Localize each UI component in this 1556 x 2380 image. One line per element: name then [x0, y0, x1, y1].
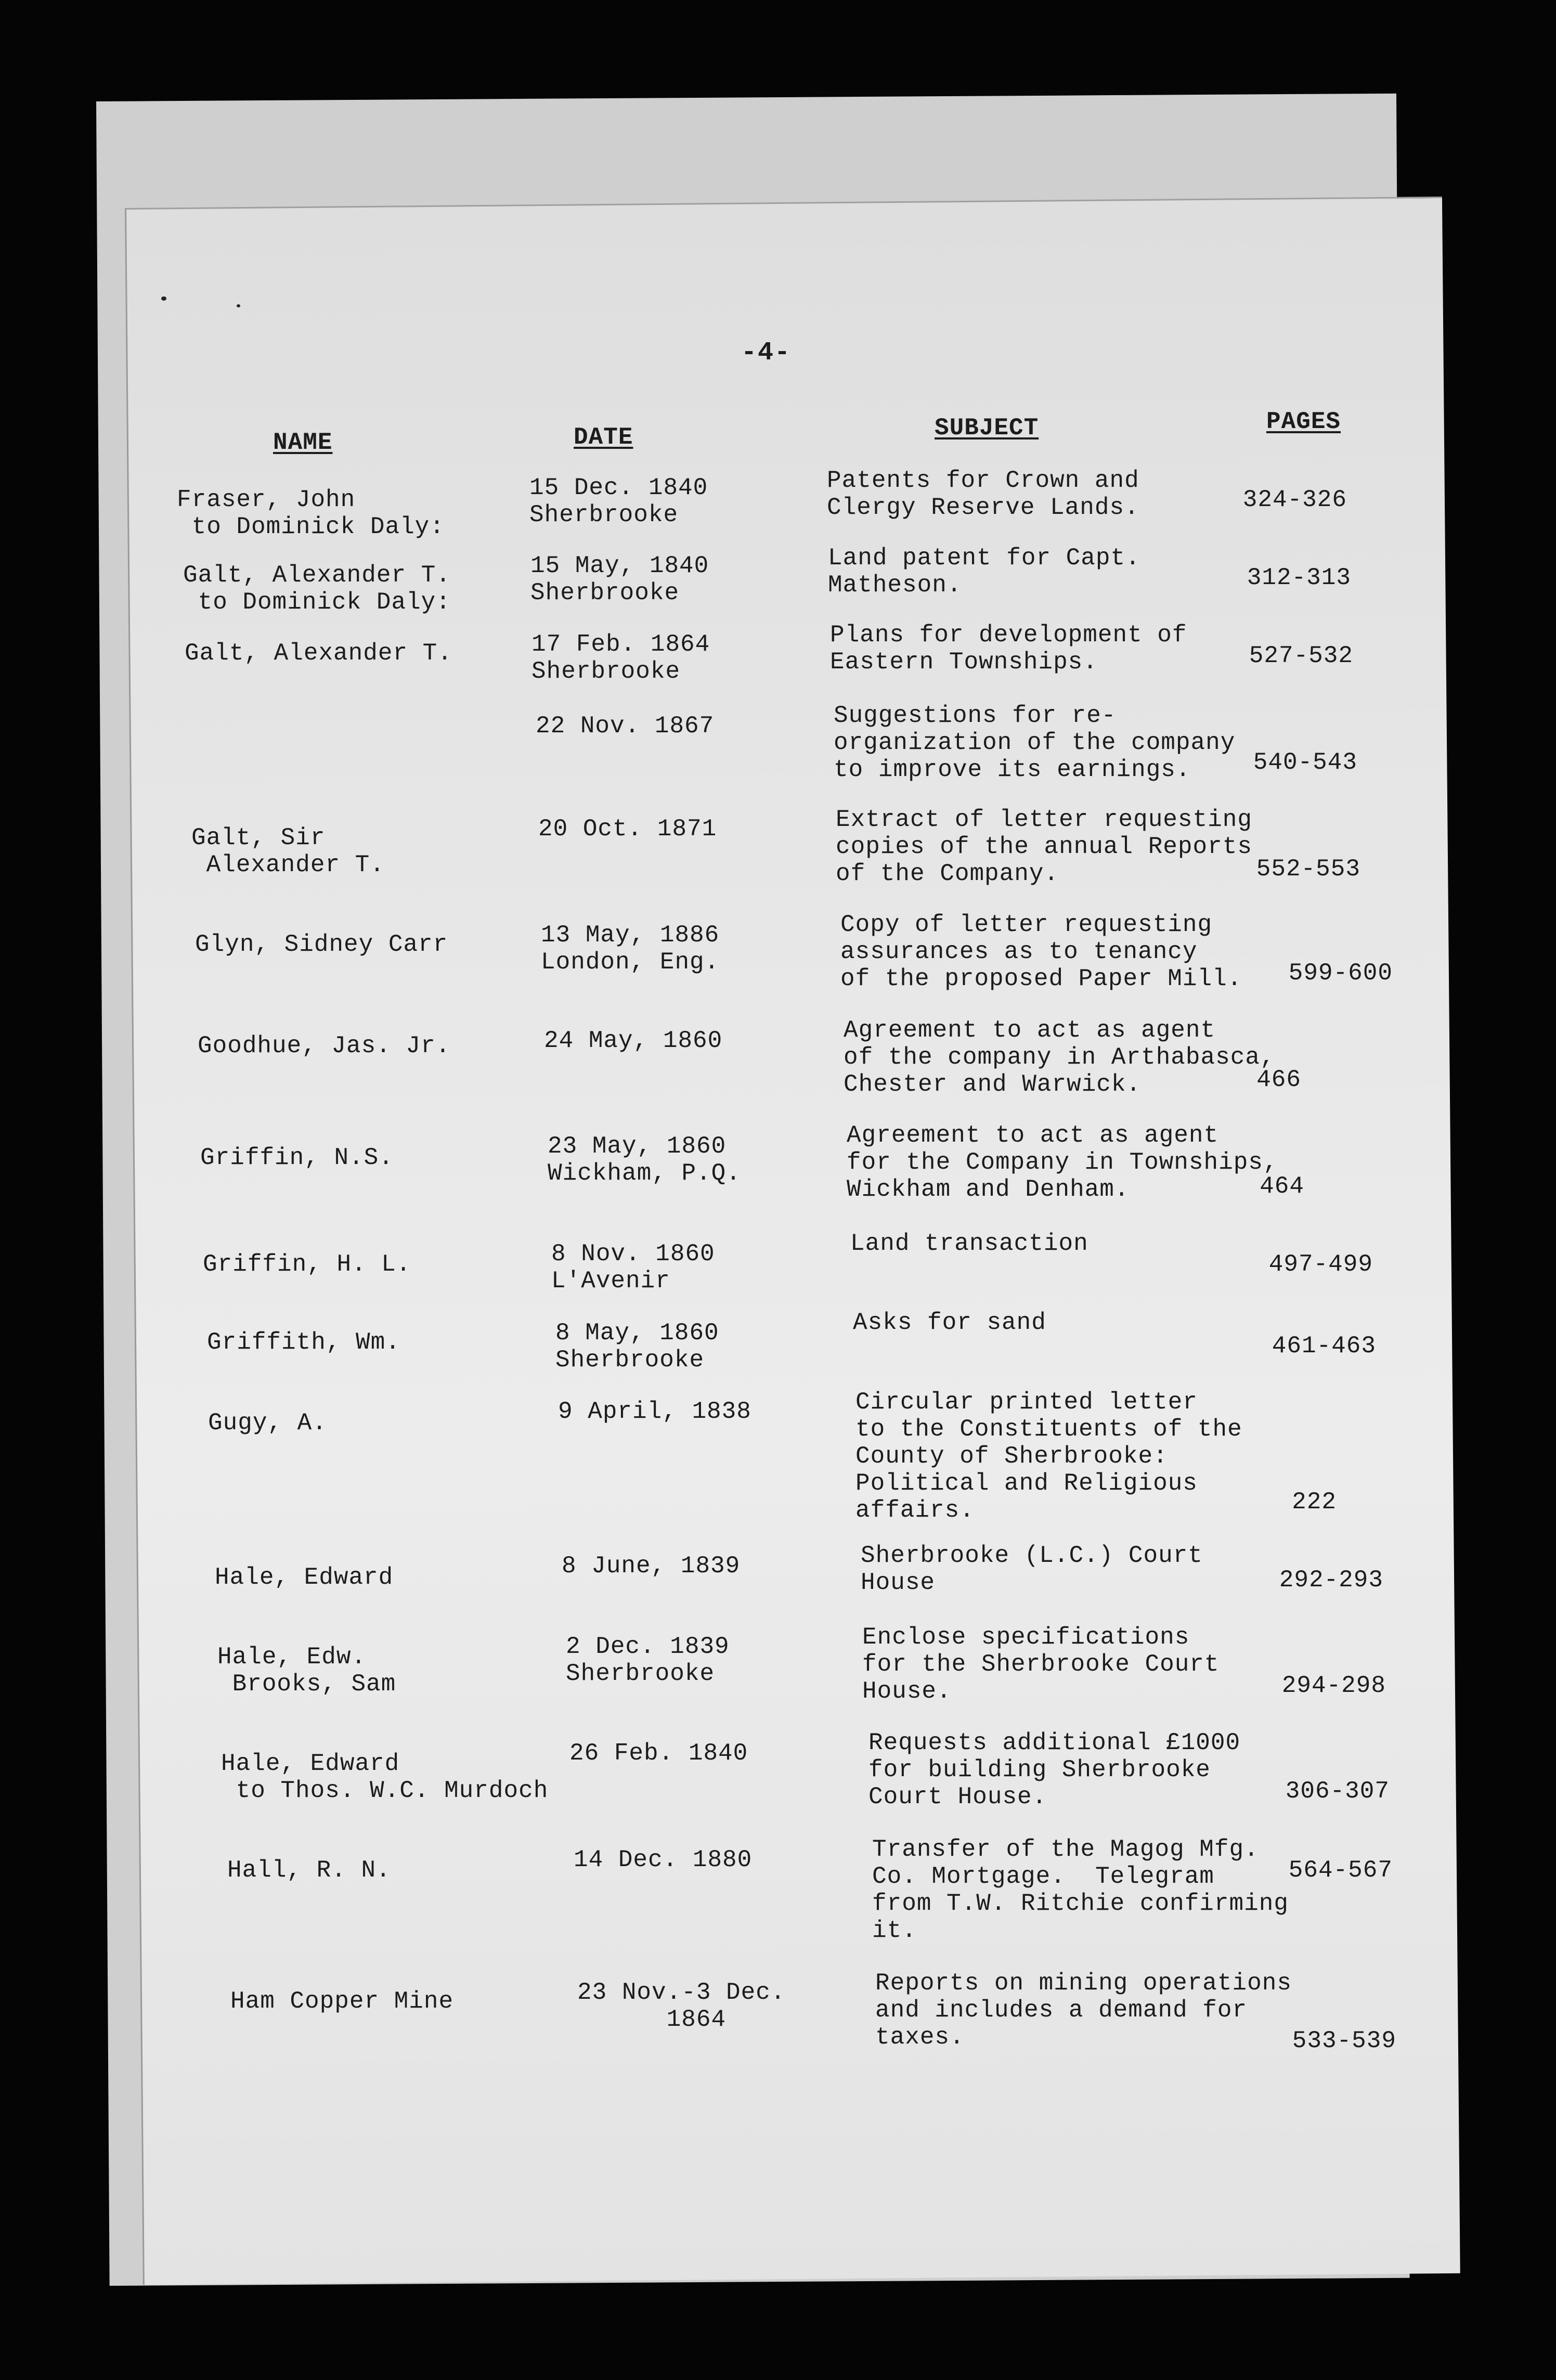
- entry-subject: Land transaction: [850, 1230, 1088, 1257]
- entry-subject: Suggestions for re- organization of the company to improve its earnings.: [834, 702, 1236, 783]
- entry-name: Galt, Alexander T.: [185, 640, 452, 667]
- entry-name: Ham Copper Mine: [230, 1988, 454, 2015]
- entry-date: 9 April, 1838: [558, 1398, 751, 1425]
- entry-name: Goodhue, Jas. Jr.: [198, 1032, 451, 1059]
- entry-subject: Enclose specifications for the Sherbrooke Court House.: [862, 1624, 1220, 1705]
- entry-pages: 464: [1260, 1173, 1304, 1200]
- entry-name: Griffin, N.S.: [200, 1144, 394, 1171]
- entry-pages: 292-293: [1279, 1567, 1383, 1594]
- entry-name: Galt, Sir Alexander T.: [191, 824, 385, 878]
- entry-subject: Plans for development of Eastern Townships.: [830, 622, 1187, 676]
- entry-subject: Agreement to act as agent of the company in Arthabasca, Chester and Warwick.: [844, 1017, 1275, 1098]
- entry-subject: Reports on mining operations and includes a demand for taxes.: [875, 1970, 1292, 2051]
- entry-date: 14 Dec. 1880: [574, 1846, 753, 1873]
- entry-date: 8 May, 1860 Sherbrooke: [555, 1320, 719, 1374]
- entry-date: 8 June, 1839: [562, 1553, 741, 1580]
- entry-subject: Land patent for Capt. Matheson.: [828, 545, 1140, 599]
- entry-date: 20 Oct. 1871: [538, 816, 717, 843]
- header-name: NAME: [273, 429, 333, 456]
- entry-name: Hale, Edward: [215, 1564, 394, 1591]
- entry-date: 15 May, 1840 Sherbrooke: [530, 552, 709, 606]
- entry-pages: 533-539: [1292, 2027, 1396, 2054]
- entry-pages: 324-326: [1242, 486, 1347, 513]
- entry-subject: Copy of letter requesting assurances as to tenancy of the proposed Paper Mill.: [840, 911, 1242, 992]
- entry-date: 26 Feb. 1840: [569, 1740, 748, 1767]
- entry-pages: 222: [1292, 1489, 1337, 1516]
- entry-date: 15 Dec. 1840 Sherbrooke: [529, 474, 708, 528]
- entry-date: 2 Dec. 1839 Sherbrooke: [566, 1633, 730, 1687]
- entry-date: 8 Nov. 1860 L'Avenir: [551, 1240, 715, 1295]
- entry-subject: Asks for sand: [853, 1309, 1046, 1336]
- entry-pages: 552-553: [1256, 856, 1360, 883]
- entry-name: Griffith, Wm.: [207, 1329, 400, 1356]
- entry-name: Hale, Edw. Brooks, Sam: [217, 1644, 396, 1698]
- entry-subject: Transfer of the Magog Mfg. Co. Mortgage. Telegram from T.W. Ritchie confirming it.: [872, 1836, 1289, 1944]
- entry-subject: Agreement to act as agent for the Company in Townships, Wickham and Denham.: [847, 1122, 1278, 1203]
- ink-speck: [237, 304, 240, 307]
- header-date: DATE: [574, 424, 633, 451]
- entry-pages: 564-567: [1288, 1857, 1393, 1884]
- header-pages: PAGES: [1266, 408, 1341, 435]
- entry-name: Hale, Edward to Thos. W.C. Murdoch: [221, 1750, 549, 1804]
- entry-subject: Sherbrooke (L.C.) Court House: [861, 1542, 1203, 1596]
- entry-pages: 497-499: [1268, 1251, 1373, 1278]
- entry-pages: 294-298: [1281, 1672, 1386, 1699]
- entry-date: 23 Nov.-3 Dec. 1864: [577, 1979, 786, 2033]
- header-subject: SUBJECT: [935, 415, 1039, 442]
- entry-name: Glyn, Sidney Carr: [195, 931, 448, 958]
- entry-name: Galt, Alexander T. to Dominick Daly:: [183, 562, 451, 616]
- entry-pages: 527-532: [1249, 642, 1353, 669]
- entry-name: Hall, R. N.: [227, 1857, 391, 1884]
- entry-name: Griffin, H. L.: [203, 1251, 411, 1278]
- entry-pages: 306-307: [1285, 1778, 1390, 1805]
- entry-pages: 599-600: [1288, 960, 1393, 987]
- entry-date: 13 May, 1886 London, Eng.: [541, 922, 720, 976]
- entry-date: 24 May, 1860: [544, 1027, 723, 1054]
- entry-pages: 466: [1256, 1066, 1301, 1093]
- entry-subject: Extract of letter requesting copies of the annual Reports of the Company.: [836, 806, 1252, 887]
- entry-subject: Circular printed letter to the Constituents of the County of Sherbrooke: Political and Religious affairs.: [855, 1389, 1242, 1524]
- entry-pages: 461-463: [1272, 1333, 1376, 1360]
- entry-date: 17 Feb. 1864 Sherbrooke: [531, 631, 710, 685]
- entry-pages: 540-543: [1253, 749, 1357, 776]
- entry-pages: 312-313: [1247, 564, 1351, 591]
- entry-subject: Patents for Crown and Clergy Reserve Lands.: [827, 467, 1139, 521]
- ink-speck: [161, 296, 166, 301]
- entry-name: Fraser, John to Dominick Daly:: [177, 486, 445, 540]
- entry-date: 22 Nov. 1867: [536, 713, 715, 740]
- entry-name: Gugy, A.: [208, 1409, 327, 1437]
- page-number: -4-: [741, 338, 792, 368]
- entry-subject: Requests additional £1000 for building Sherbrooke Court House.: [868, 1729, 1241, 1810]
- entry-date: 23 May, 1860 Wickham, P.Q.: [548, 1133, 741, 1187]
